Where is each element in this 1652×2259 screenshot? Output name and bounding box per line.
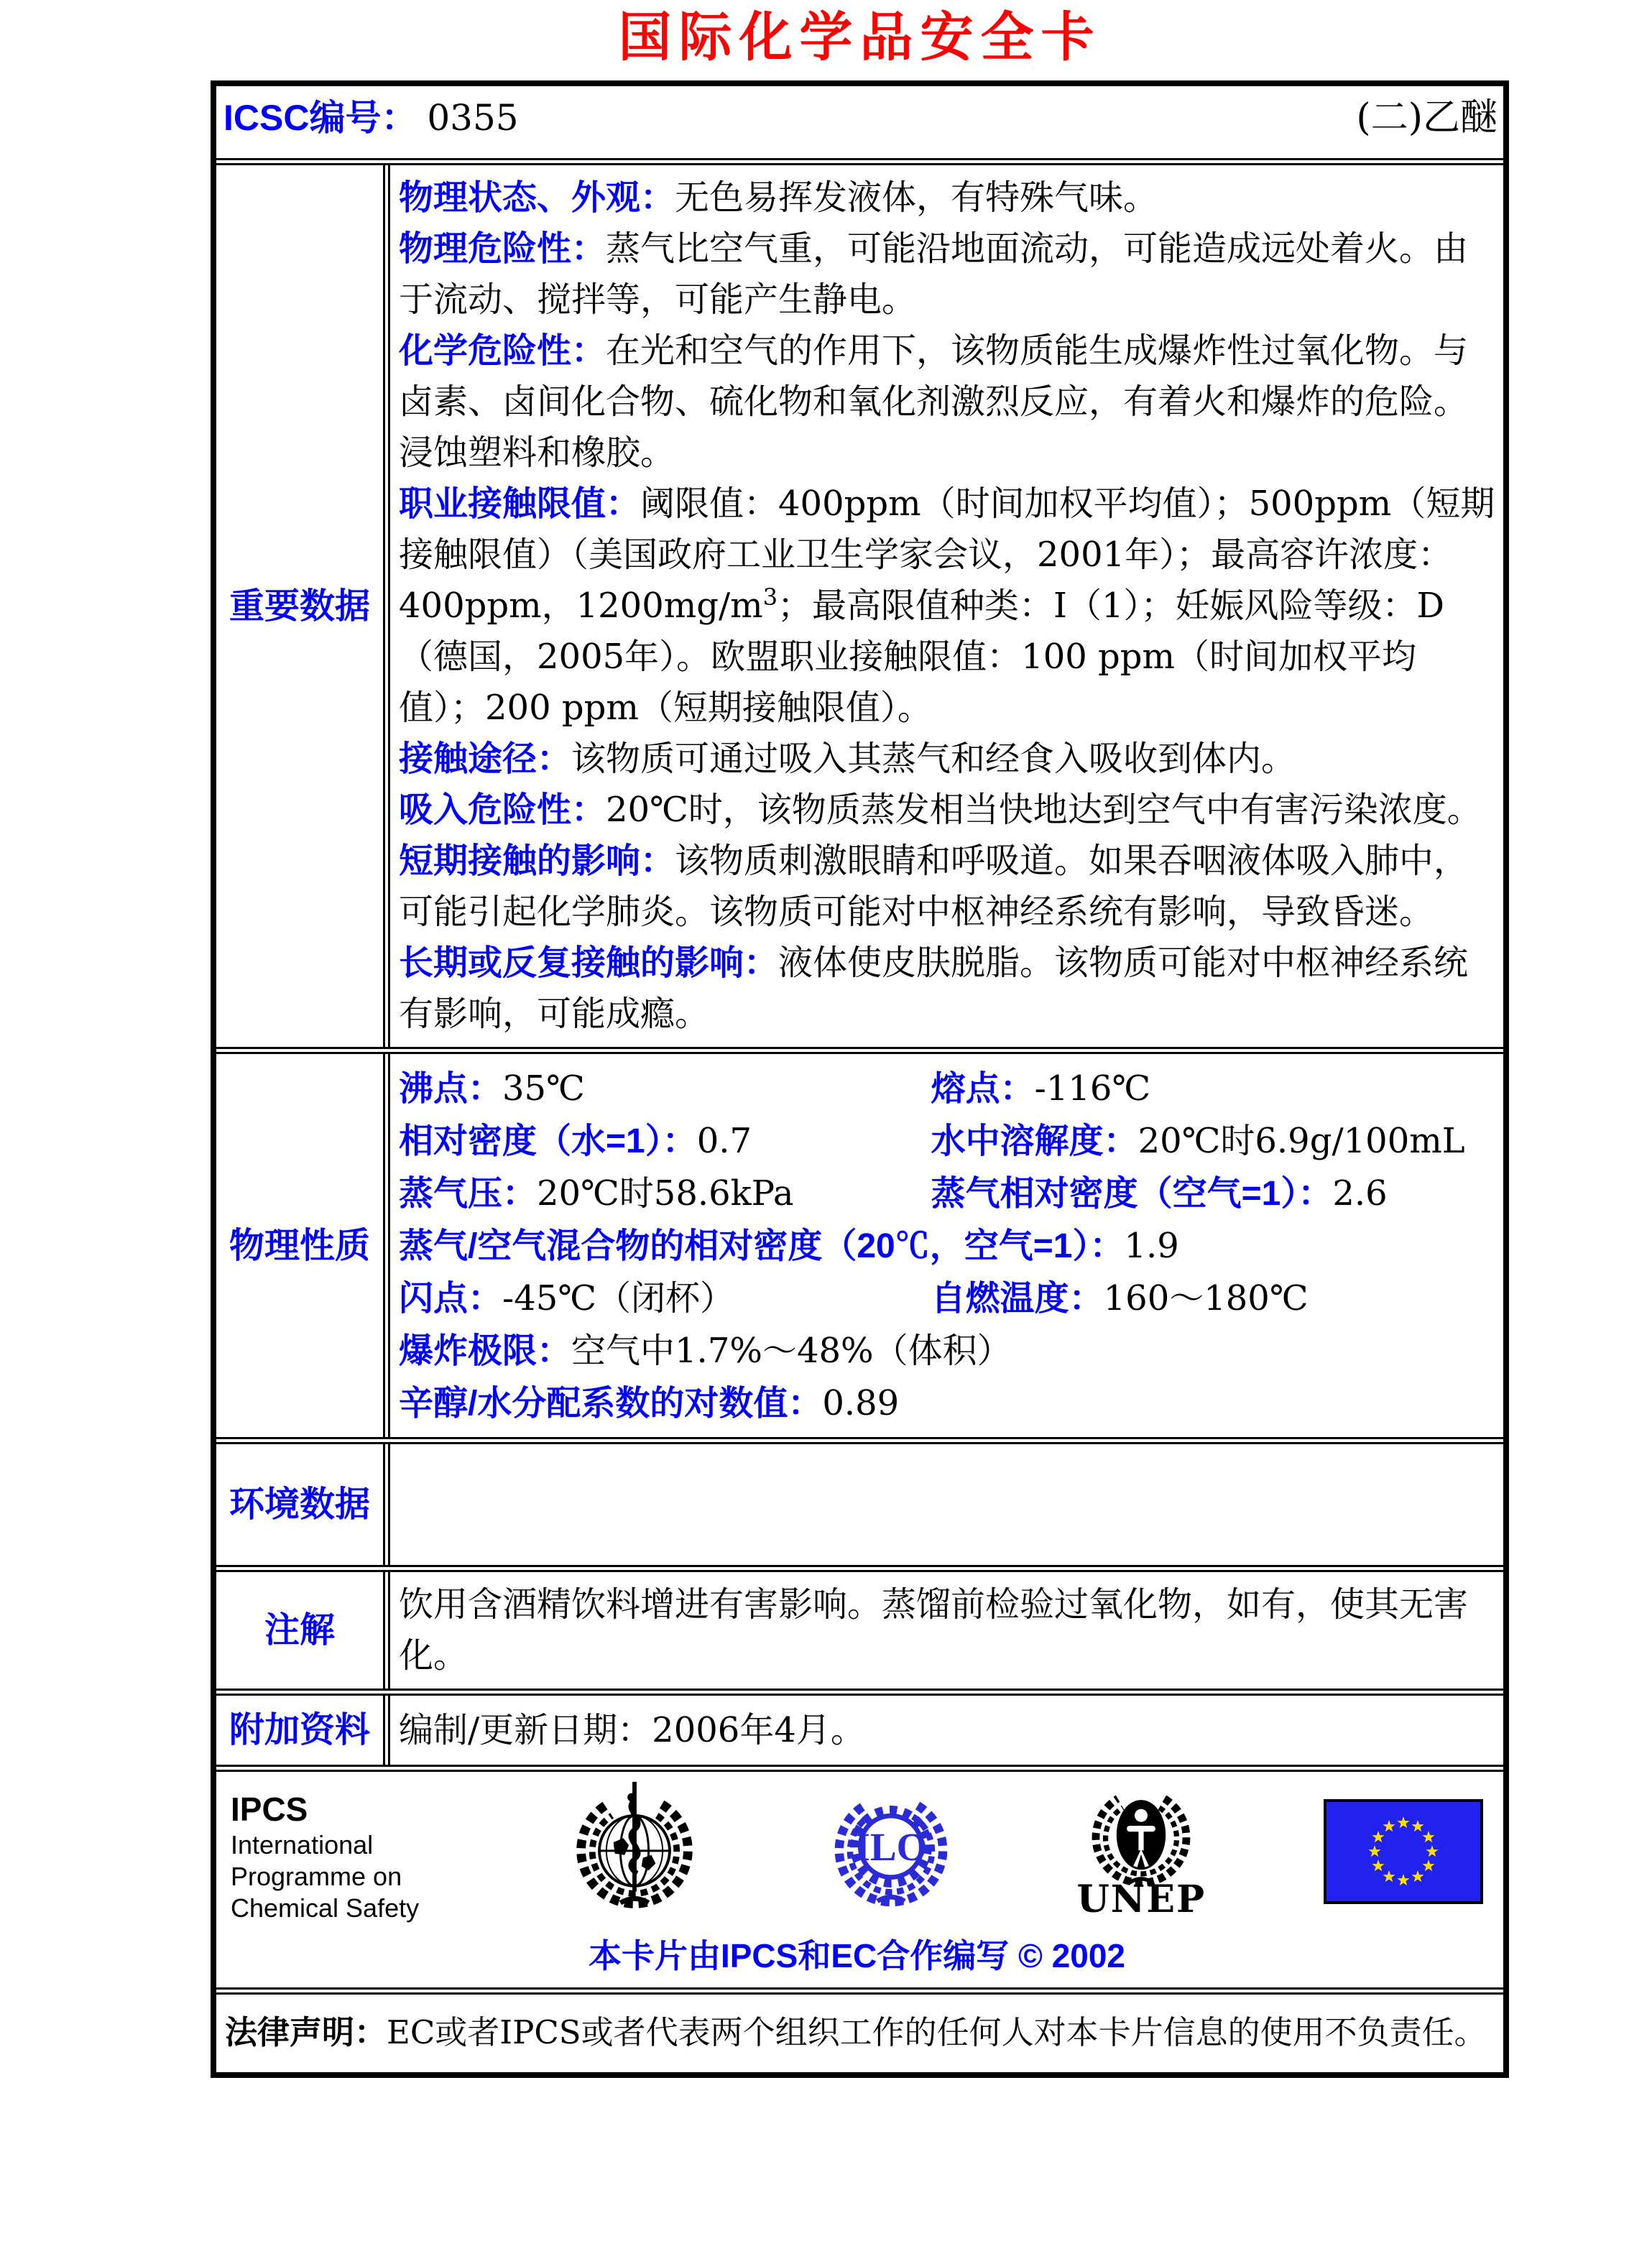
important-item-text: 该物质可通过吸入其蒸气和经食入吸收到体内。 bbox=[571, 739, 1296, 779]
phys-label: 相对密度（水=1）： bbox=[399, 1122, 697, 1160]
legal-disclaimer-label: 法律声明： bbox=[225, 2014, 387, 2051]
notes-content: 饮用含酒精饮料增进有害影响。蒸馏前检验过氧化物，如有，使其无害化。 bbox=[399, 1584, 1469, 1676]
important-item bbox=[399, 938, 1496, 1040]
phys-octanol-water-partition bbox=[399, 1377, 1496, 1430]
important-item-label: 短期接触的影响： bbox=[399, 842, 675, 880]
ilo-logo-icon bbox=[823, 1779, 959, 1913]
physical-properties-content bbox=[390, 1054, 1503, 1437]
phys-vapor-air-mixture-density bbox=[399, 1220, 1496, 1272]
section-label-additional-info: 附加资料 bbox=[216, 1696, 390, 1765]
superscript-3: 3 bbox=[762, 583, 778, 611]
ilo-letters: ILO bbox=[854, 1824, 928, 1869]
phys-vapor-density bbox=[931, 1168, 1496, 1220]
icsc-number-group bbox=[223, 96, 519, 139]
important-item-text: 蒸气比空气重，可能沿地面流动，可能造成远处着火。由于流动、搅拌等，可能产生静电。 bbox=[399, 228, 1469, 320]
important-item-label: 接触途径： bbox=[399, 740, 572, 778]
section-important-data bbox=[216, 165, 1503, 1054]
section-environmental-data bbox=[216, 1444, 1503, 1572]
additional-info-content: 编制/更新日期：2006年4月。 bbox=[399, 1709, 865, 1750]
phys-melting-point bbox=[931, 1063, 1496, 1115]
phys-vapor-pressure bbox=[399, 1168, 931, 1220]
phys-flash-point bbox=[399, 1272, 931, 1325]
unep-logo-icon bbox=[1076, 1779, 1206, 1887]
icsc-number-label: ICSC编号： bbox=[223, 98, 417, 138]
icsc-number-value: 0355 bbox=[427, 97, 519, 139]
page-title: 国际化学品安全卡 bbox=[618, 6, 1102, 68]
phys-value: 0.7 bbox=[696, 1121, 752, 1161]
ipcs-acronym: IPCS bbox=[231, 1791, 308, 1828]
ipcs-name-line: Chemical Safety bbox=[231, 1893, 420, 1923]
phys-label: 蒸气相对密度（空气=1）： bbox=[931, 1175, 1333, 1213]
important-item-text: 液体使皮肤脱脂。该物质可能对中枢神经系统有影响，可能成瘾。 bbox=[399, 943, 1469, 1034]
phys-value: 160～180℃ bbox=[1103, 1278, 1309, 1318]
unep-label: UNEP bbox=[1076, 1877, 1206, 1921]
phys-label: 爆炸极限： bbox=[399, 1332, 572, 1370]
important-item bbox=[399, 734, 1496, 785]
phys-label: 熔点： bbox=[931, 1070, 1035, 1108]
phys-label: 蒸气压： bbox=[399, 1175, 537, 1213]
important-item-text: 20℃时，该物质蒸发相当快地达到空气中有害污染浓度。 bbox=[606, 790, 1482, 830]
important-item-text: 无色易挥发液体，有特殊气味。 bbox=[675, 177, 1158, 218]
physical-properties-grid bbox=[399, 1063, 1496, 1430]
important-item bbox=[399, 785, 1496, 836]
important-item bbox=[399, 479, 1496, 734]
important-item-label: 化学危险性： bbox=[399, 332, 606, 370]
logos-line bbox=[231, 1779, 1483, 1924]
legal-disclaimer-row bbox=[216, 1995, 1503, 2072]
eu-flag-icon bbox=[1324, 1799, 1483, 1904]
important-item bbox=[399, 172, 1496, 223]
phys-water-solubility bbox=[931, 1115, 1496, 1168]
section-notes bbox=[216, 1572, 1503, 1696]
phys-label: 闪点： bbox=[399, 1280, 503, 1318]
phys-value: 0.89 bbox=[822, 1383, 900, 1423]
important-item-text: 在光和空气的作用下，该物质能生成爆炸性过氧化物。与卤素、卤间化合物、硫化物和氧化剂激烈反应，有着火和爆炸的危险。浸蚀塑料和橡胶。 bbox=[399, 331, 1469, 473]
important-item-label: 职业接触限值： bbox=[399, 485, 641, 523]
phys-value: 空气中1.7%～48%（体积） bbox=[571, 1331, 1012, 1371]
important-item-text: 该物质刺激眼睛和呼吸道。如果吞咽液体吸入肺中，可能引起化学肺炎。该物质可能对中枢神经系统有影响，导致昏迷。 bbox=[399, 841, 1469, 932]
phys-value: -45℃（闭杯） bbox=[502, 1278, 735, 1318]
ipcs-name-line: International bbox=[231, 1830, 374, 1860]
important-item-text: 阈限值：400ppm（时间加权平均值）；500ppm（短期接触限值）（美国政府工业卫生学家会议，2001年）；最高容许浓度：400ppm，1200mg/m bbox=[399, 484, 1495, 626]
chemical-name: (二)乙醚 bbox=[1356, 96, 1498, 139]
section-label-important-data: 重要数据 bbox=[216, 165, 390, 1047]
important-item bbox=[399, 223, 1496, 325]
phys-explosive-limits bbox=[399, 1325, 1496, 1377]
credit-line: 本卡片由IPCS和EC合作编写 © 2002 bbox=[588, 1937, 1126, 1974]
phys-relative-density bbox=[399, 1115, 931, 1168]
section-label-environmental-data: 环境数据 bbox=[216, 1444, 390, 1565]
important-item-label: 长期或反复接触的影响： bbox=[399, 944, 779, 982]
phys-label: 水中溶解度： bbox=[931, 1122, 1138, 1160]
card-header-row bbox=[216, 86, 1503, 165]
who-logo-icon bbox=[564, 1779, 705, 1913]
section-label-physical-properties: 物理性质 bbox=[216, 1054, 390, 1437]
ipcs-name-line: Programme on bbox=[231, 1862, 402, 1891]
safety-card-table bbox=[211, 80, 1509, 2078]
phys-value: 20℃时58.6kPa bbox=[537, 1173, 794, 1214]
phys-autoignition-temperature bbox=[931, 1272, 1496, 1325]
phys-value: 20℃时6.9g/100mL bbox=[1138, 1121, 1465, 1161]
phys-label: 辛醇/水分配系数的对数值： bbox=[399, 1385, 823, 1423]
ipcs-text-block bbox=[231, 1779, 446, 1924]
phys-label: 自燃温度： bbox=[931, 1280, 1104, 1318]
environmental-data-content bbox=[390, 1444, 1503, 1565]
important-item-label: 吸入危险性： bbox=[399, 791, 606, 829]
unep-logo-block bbox=[1076, 1779, 1206, 1921]
phys-label: 沸点： bbox=[399, 1070, 503, 1108]
legal-disclaimer-text: EC或者IPCS或者代表两个组织工作的任何人对本卡片信息的使用不负责任。 bbox=[387, 2013, 1487, 2051]
important-item bbox=[399, 836, 1496, 938]
phys-value: 1.9 bbox=[1124, 1226, 1179, 1266]
phys-value: 2.6 bbox=[1332, 1173, 1388, 1214]
phys-value: -116℃ bbox=[1034, 1068, 1151, 1109]
section-additional-info bbox=[216, 1696, 1503, 1772]
important-item-text: ；最高限值种类：I（1）；妊娠风险等级：D（德国，2005年）。欧盟职业接触限值：100 ppm（时间加权平均值）；200 ppm（短期接触限值）。 bbox=[399, 586, 1445, 728]
important-item-label: 物理危险性： bbox=[399, 230, 606, 268]
phys-label: 蒸气/空气混合物的相对密度（20℃，空气=1）： bbox=[399, 1227, 1125, 1265]
phys-value: 35℃ bbox=[502, 1068, 585, 1109]
important-data-content bbox=[390, 165, 1503, 1047]
section-physical-properties bbox=[216, 1054, 1503, 1444]
important-item-label: 物理状态、外观： bbox=[399, 179, 675, 217]
phys-boiling-point bbox=[399, 1063, 931, 1115]
section-label-notes: 注解 bbox=[216, 1572, 390, 1689]
organizations-footer bbox=[216, 1772, 1503, 1995]
important-item bbox=[399, 325, 1496, 479]
